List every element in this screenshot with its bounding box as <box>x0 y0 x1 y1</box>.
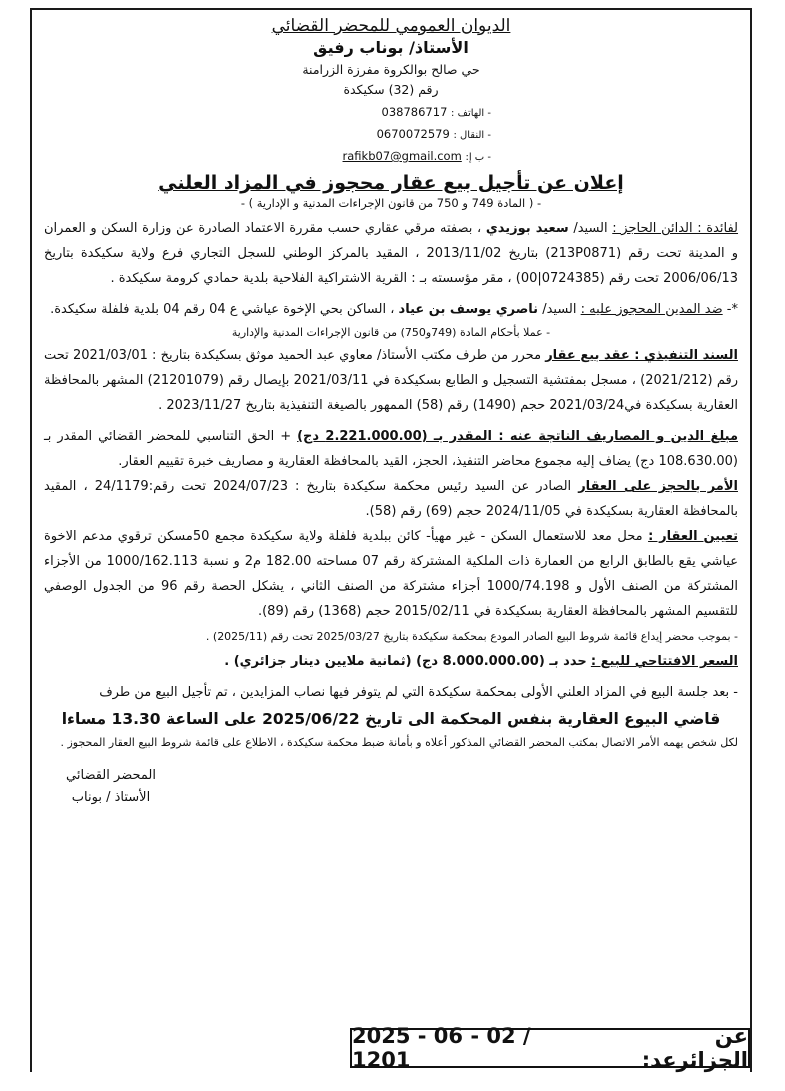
creditor-name: سعيد بوزيدي <box>485 221 569 236</box>
signature-line-1: المحضر القضائي <box>66 768 156 783</box>
contacts <box>291 102 491 168</box>
notice-frame <box>30 8 752 1072</box>
phone-number: 038786717 <box>381 105 448 119</box>
debt-label: مبلغ الدين و المصاريف الناتجة عنه : المقدر بـ (2.221.000.00 دج) <box>297 429 738 444</box>
office-title: الديوان العمومي للمحضر القضائي <box>271 16 511 36</box>
header <box>44 16 738 168</box>
debt-text: + الحق التناسبي للمحضر القضائي المقدر بـ (108.630.00 دج) يضاف إليه مجموع محاضر التنفيذ، الحجز، القيد بالمحافظة العقارية و مصاريف خبرة تقييم العقار. <box>44 429 738 469</box>
notice-body <box>44 16 738 809</box>
notary-name: الأستاذ/ بوناب رفيق <box>313 38 469 57</box>
postponement-line-2: قاضي البيوع العقارية بنفس المحكمة الى تاريخ 2025/06/22 على الساعة 13.30 مساءا <box>61 710 721 728</box>
mobile-label: - النقال : <box>453 130 491 141</box>
debtor-name: ناصري يوسف بن عياد <box>398 302 539 317</box>
seizure-paragraph <box>44 474 738 524</box>
phone-label: - الهاتف : <box>451 108 491 119</box>
debtor-paragraph: *- ضد المدين المحجوز عليه : السيد/ ناصري يوسف بن عياد ، الساكن بحي الإخوة عياشي ع 04 رقم 04 بلدية فلفلة سكيكدة. <box>50 302 738 317</box>
debtor-prefix: السيد/ <box>542 302 577 317</box>
title-deed-paragraph <box>44 343 738 418</box>
signature <box>44 765 738 809</box>
debtor-details: ، الساكن بحي الإخوة عياشي ع 04 رقم 04 بلدية فلفلة سكيكدة. <box>50 302 395 317</box>
title-deed-label: السند التنفيذي : عقد بيع عقار <box>545 348 738 363</box>
email-label: - ب إ: <box>465 152 491 163</box>
seizure-text: الصادر عن السيد رئيس محكمة سكيكدة بتاريخ : 2024/07/23 تحت رقم:24/1179 ، المقيد بالمحافظة العقارية بسكيكدة في 2024/11/05 حجم (69) رقم (58). <box>44 479 738 519</box>
seizure-label: الأمر بالحجز على العقار <box>578 479 738 494</box>
postponement-line-1: - بعد جلسة البيع في المزاد العلني الأولى بمحكمة سكيكدة التي لم يتوفر فيها نصاب المزايدين ، تم تأجيل البيع من طرف <box>99 685 738 700</box>
publication-label: عن الجزائرعد: <box>641 1024 748 1072</box>
email-row <box>291 146 491 168</box>
creditor-details: ، بصفته مرقي عقاري حسب مقررة الاعتماد الصادرة عن وزارة السكن و العمران و المدينة تحت رقم (213P0871) بتاريخ 2013/11/02 ، المقيد بالمركز الوطني للسجل التجاري فرع ولاية سكيكدة بتاريخ 2006/06/13 تحت رقم (0724385|00) ، مقر مؤسسته بـ : القرية الاشتراكية الفلاحية بلدية حمادي كرومة سكيكدة . <box>44 221 738 286</box>
mobile-row <box>291 124 491 146</box>
address-line-1: حي صالح بوالكروة مفرزة الزرامنة <box>302 62 480 77</box>
conditions-paragraph: - بموجب محضر إيداع قائمة شروط البيع الصادر المودع بمحكمة سكيكدة بتاريخ 2025/03/27 تحت رقم (2025/11) . <box>205 630 738 643</box>
address-line-2: رقم (32) سكيكدة <box>343 82 439 97</box>
email-link[interactable]: rafikb07@gmail.com <box>342 149 462 163</box>
notice-title: إعلان عن تأجيل بيع عقار محجوز في المزاد العلني <box>158 172 624 194</box>
price-label: السعر الافتتاحي للبيع : <box>590 654 738 669</box>
legal-note: - عملا بأحكام المادة (749و750) من قانون الإجراءات المدنية والإدارية <box>231 326 551 339</box>
notice-subtitle: - ( المادة 749 و 750 من قانون الإجراءات المدنية و الإدارية ) - <box>240 196 542 210</box>
creditor-paragraph <box>44 216 738 291</box>
address <box>44 60 738 100</box>
price-text: حدد بـ (8.000.000.00 دج) (ثمانية ملايين دينار جزائري) . <box>224 654 587 669</box>
property-paragraph <box>44 524 738 624</box>
mobile-number: 0670072579 <box>376 127 450 141</box>
property-text: محل معد للاستعمال السكن - غير مهيأ- كائن ببلدية فلفلة ولاية سكيكدة مجمع 50مسكن ترقوي مدعم الاخوة عياشي يقع بالطابق الرابع من العمارة ذات الملكية المشتركة رقم 07 مساحته 182.00 م2 و نسبة 1000/162.113 من الأجزاء المشتركة من الصنف الأول و 1000/74.198 أجزاء مشتركة من الصنف الثاني ، يشكل الحصة رقم 96 من الجدول الوصفي للتقسيم المشهر بالمحافظة العقارية بسكيكدة في 2015/02/11 حجم (1368) رقم (89). <box>44 529 739 619</box>
publication-reference-box <box>350 1024 750 1072</box>
creditor-prefix: السيد/ <box>573 221 608 236</box>
publication-number: 2025 - 06 - 02 / 1201 <box>352 1024 531 1072</box>
property-label: تعيين العقار : <box>648 529 738 544</box>
creditor-label: لفائدة : الدائن الحاجز : <box>612 221 739 236</box>
contact-note: لكل شخص يهمه الأمر الاتصال بمكتب المحضر القضائي المذكور أعلاه و بأمانة ضبط محكمة سكيكدة ، الاطلاع على قائمة شروط البيع العقار المحجوز . <box>60 736 738 749</box>
phone-row <box>291 102 491 124</box>
price-paragraph <box>44 649 738 674</box>
signature-line-2: الأستاذ / بوناب <box>71 790 151 805</box>
title-deed-text: محرر من طرف مكتب الأستاذ/ معاوي عبد الحميد موثق بسكيكدة بتاريخ : 2021/03/01 تحت رقم (2021/212) ، مسجل بمفتشية التسجيل و الطابع بسكيكدة في 2021/03/11 بإيصال رقم (21201079) المشهر بالمحافظة العقارية بسكيكدة في2021/03/24 حجم (1490) رقم (58) الممهور بالصيغة التنفيذية بتاريخ 2023/11/27 . <box>44 348 738 413</box>
debtor-label: ضد المدين المحجوز عليه : <box>580 302 723 317</box>
debt-paragraph <box>44 424 738 474</box>
